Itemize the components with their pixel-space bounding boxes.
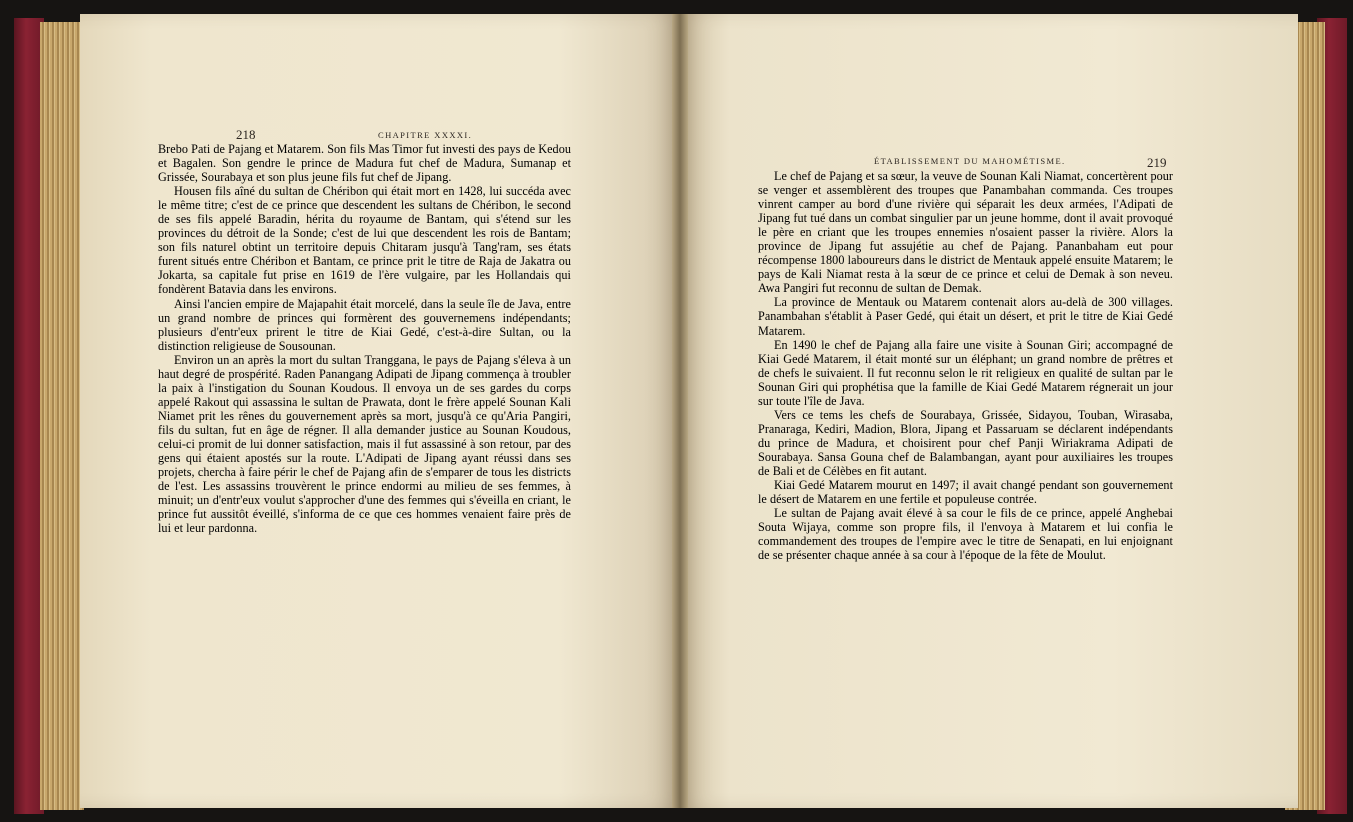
paragraph: Housen fils aîné du sultan de Chéribon qui était mort en 1428, lui succéda avec le même titre; c'est de ce prince que descendent les sultans de Chéribon, le second de ses fils appelé Baradin, hérita du royaume de Bantam, qui s'étend sur les provinces du détroit de la Sonde; c'est de lui que descendent les rois de Bantam; son fils naturel obtint un territoire depuis Chitaram jusqu'à Tang'ram, ses états furent situés entre Chéribon et Bantam, ce prince prit le titre de Raja de Jakatra ou Jokarta, sa capitale fut prise en 1619 de l'ère vulgaire, par les Hollandais qui fondèrent Batavia dans les environs. [158,184,571,297]
right-running-head: ÉTABLISSEMENT DU MAHOMÉTISME. [874,156,1066,166]
paragraph: Kiai Gedé Matarem mourut en 1497; il avait changé pendant son gouvernement le désert de Matarem en une fertile et populeuse contrée. [758,478,1173,507]
paragraph: En 1490 le chef de Pajang alla faire une visite à Sounan Giri; accompagné de Kiai Gedé Matarem, il était monté sur un éléphant; un grand nombre de prêtres et de chefs le suivaient. Il fut reconnu selon le rit religieux en qualité de sultan par le Sounan Giri qui prophétisa que la famille de Kiai Gedé Matarem régnerait un jour sur toute l'île de Java. [758,337,1173,408]
paragraph: Le sultan de Pajang avait élevé à sa cour le fils de ce prince, appelé Anghebai Souta Wijaya, comme son propre fils, il l'envoya à Matarem et lui confia le commandement des troupes de l'empire avec le titre de Senapati, en lui enjoignant de se présenter chaque année à sa cour à l'époque de la fête de Moulut. [758,506,1173,563]
paragraph: La province de Mentauk ou Matarem contenait alors au-delà de 300 villages. Panambahan s'établit à Paser Gedé, qui était un désert, et prit le titre de Kiai Gedé Matarem. [758,295,1173,338]
paragraph: Brebo Pati de Pajang et Matarem. Son fils Mas Timor fut investi des pays de Kedou et Bagalen. Son gendre le prince de Madura fut chef de Madura, Sumanap et Grissée, Sourabaya et son plus jeune fils fut chef de Jipang. [158,142,571,185]
paragraph: Ainsi l'ancien empire de Majapahit était morcelé, dans la seule île de Java, entre un grand nombre de princes qui formèrent des gouvernemens indépendants; plusieurs d'entr'eux prirent le titre de Kiai Gedé, c'est-à-dire Sultan, ou la distinction religieuse de Sousounan. [158,296,571,353]
left-page-body [158,142,571,535]
paragraph: Vers ce tems les chefs de Sourabaya, Grissée, Sidayou, Touban, Wirasaba, Pranaraga, Kediri, Madion, Blora, Jipang et Passaruam se déclarent indépendants du prince de Madura, et choisirent pour chef Panji Wiriakrama Adipati de Sourabaya. Sansa Gouna chef de Balambangan, ayant pour auxiliaires les troupes de Bali et de Célèbes en fit autant. [758,407,1173,478]
paragraph: Environ un an après la mort du sultan Tranggana, le pays de Pajang s'éleva à un haut degré de prospérité. Raden Panangang Adipati de Jipang commença à troubler la paix à l'instigation du Sounan Koudous. Il envoya un de ses gardes du corps appelé Rakout qui assassina le sultan de Prawata, dont le frère appelé Sounan Kali Niamet prit les rênes du gouvernement après sa mort, jusqu'à ce qu'Aria Pangiri, fils du sultan, fut en âge de régner. Il alla demander justice au Sounan Koudous, celui-ci promit de lui donner satisfaction, mais il fut assassiné à son retour, par des gens qui étaient apostés sur la route. L'Adipati de Jipang ayant réussi dans ses projets, chercha à faire périr le chef de Pajang afin de s'emparer de tous les districts de l'est. Les assassins trouvèrent le prince endormi au milieu de ses femmes, à minuit; un d'entr'eux voulut s'approcher d'une des femmes qui s'éveilla en criant, le prince fut aussitôt éveillé, s'informa de ce que ces hommes venaient faire près de lui et leur pardonna. [158,352,571,536]
left-running-head: CHAPITRE XXXXI. [378,130,473,140]
left-page-number: 218 [236,127,256,142]
right-page-number: 219 [1147,155,1167,170]
book-gutter [672,14,688,808]
page-edges-left [40,22,84,810]
right-page-body [758,169,1173,562]
paragraph: Le chef de Pajang et sa sœur, la veuve de Sounan Kali Niamat, concertèrent pour se venger et assemblèrent des troupes que Panambahan commanda. Ces troupes vinrent camper au bord d'une rivière qui séparait les deux armées, l'Adipati de Jipang fut tué dans un combat singulier par un jeune homme, dont il avait provoqué le père en criant que les troupes ennemies n'osaient passer la rivière. Alors la province de Jipang fut assujétie au chef de Pajang. Pananbaham eut pour récompense 1800 laboureurs dans le district de Mentauk appelé ensuite Matarem; le pays de Kali Niamat resta à la sœur de ce prince et celui de Demak à son neveu. Awa Pangiri fut reconnu de sultan de Demak. [758,169,1173,296]
